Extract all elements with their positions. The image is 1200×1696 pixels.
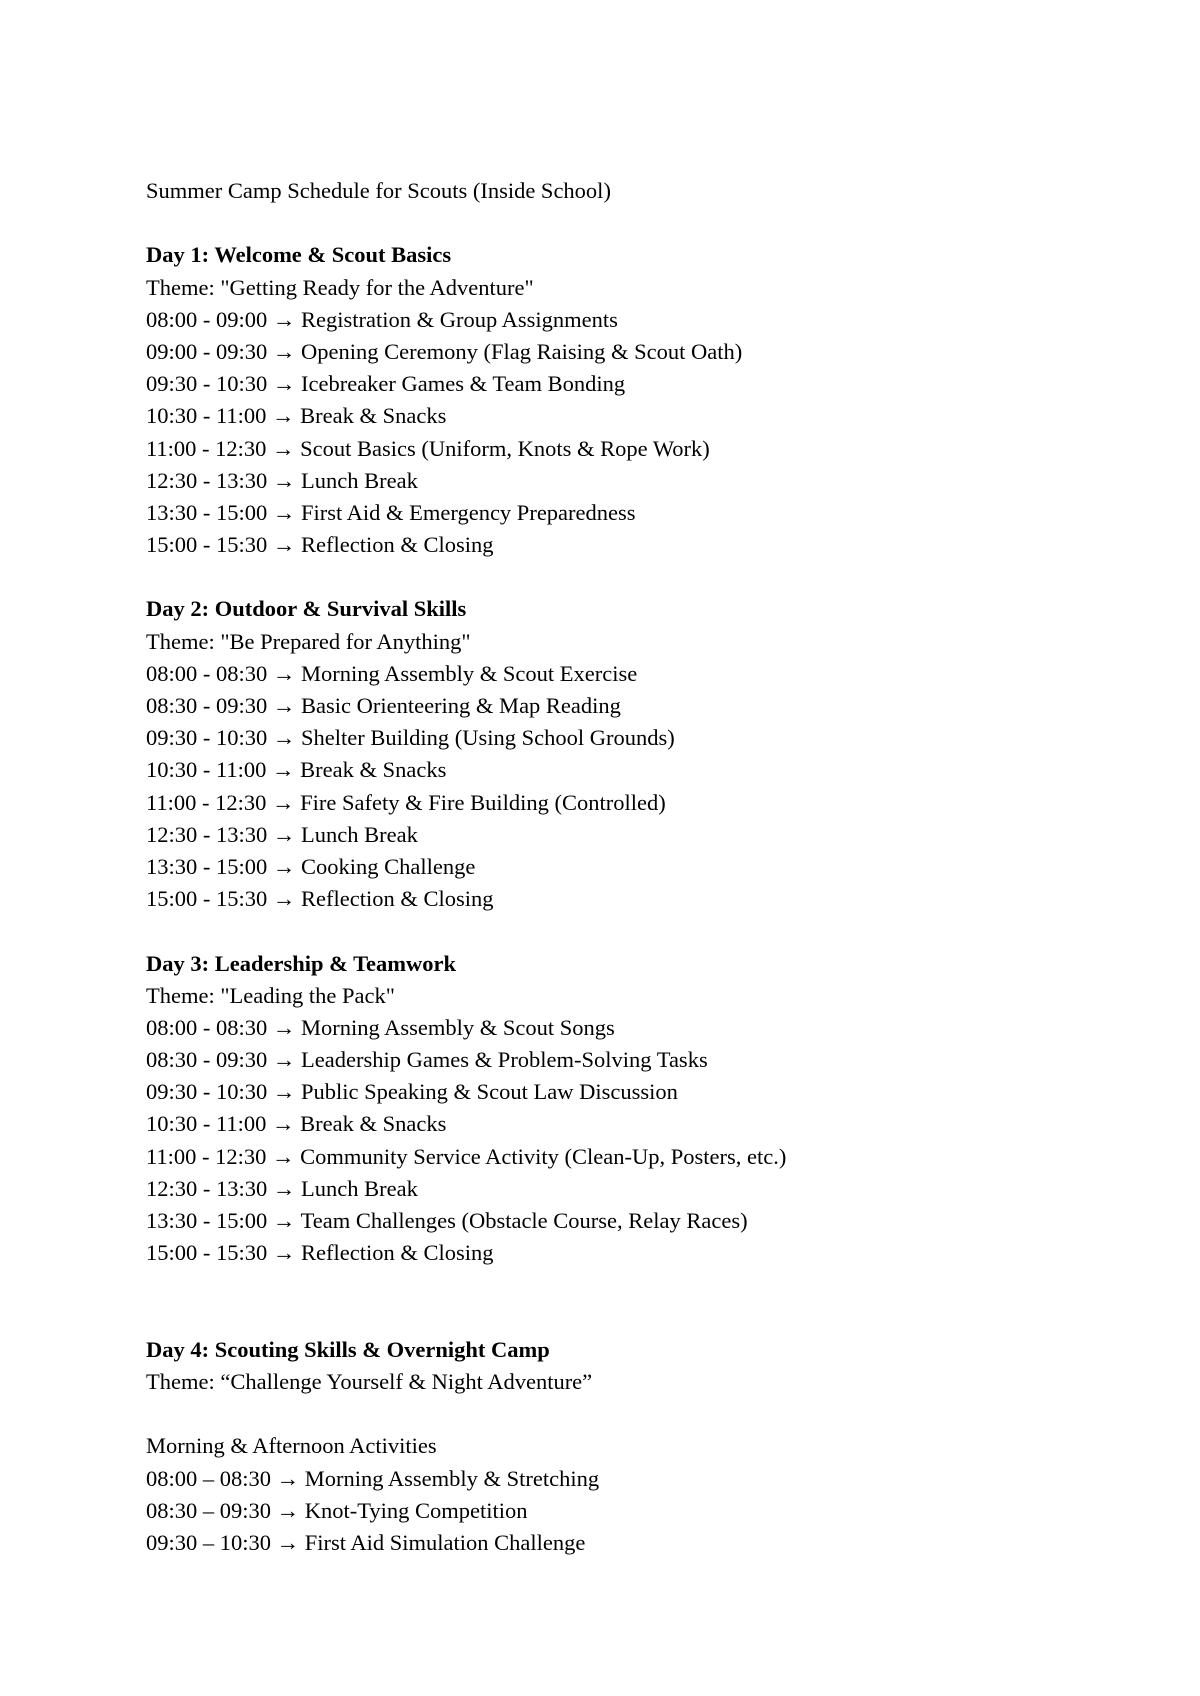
schedule-item: 11:00 - 12:30 → Scout Basics (Uniform, Knots & Rope Work)	[146, 435, 710, 461]
schedule-item: 08:00 – 08:30 → Morning Assembly & Stretching	[146, 1465, 600, 1491]
schedule-item: 12:30 - 13:30 → Lunch Break	[146, 821, 418, 847]
day-theme: Theme: "Leading the Pack"	[146, 982, 395, 1008]
subsection-title: Morning & Afternoon Activities	[146, 1433, 437, 1459]
schedule-item: 11:00 - 12:30 → Community Service Activity (Clean-Up, Posters, etc.)	[146, 1143, 787, 1169]
day-heading: Day 2: Outdoor & Survival Skills	[146, 596, 467, 622]
day-theme: Theme: “Challenge Yourself & Night Adventure”	[146, 1368, 593, 1394]
schedule-item: 10:30 - 11:00 → Break & Snacks	[146, 757, 447, 783]
schedule-item: 12:30 - 13:30 → Lunch Break	[146, 1175, 418, 1201]
schedule-item: 10:30 - 11:00 → Break & Snacks	[146, 403, 447, 429]
schedule-item: 11:00 - 12:30 → Fire Safety & Fire Building (Controlled)	[146, 789, 666, 815]
schedule-item: 08:30 - 09:30 → Leadership Games & Problem-Solving Tasks	[146, 1047, 708, 1073]
schedule-item: 15:00 - 15:30 → Reflection & Closing	[146, 1240, 494, 1266]
day-3-section	[146, 948, 1146, 1270]
schedule-item: 09:30 - 10:30 → Public Speaking & Scout Law Discussion	[146, 1079, 678, 1105]
schedule-item: 08:30 - 09:30 → Basic Orienteering & Map Reading	[146, 693, 621, 718]
document-page	[146, 175, 1146, 1559]
day-theme: Theme: "Be Prepared for Anything"	[146, 628, 471, 654]
schedule-item: 09:30 – 10:30 → First Aid Simulation Challenge	[146, 1529, 586, 1555]
schedule-item: 15:00 - 15:30 → Reflection & Closing	[146, 886, 494, 912]
schedule-item: 08:30 – 09:30 → Knot-Tying Competition	[146, 1497, 528, 1523]
schedule-item: 13:30 - 15:00 → Cooking Challenge	[146, 853, 476, 879]
schedule-item: 09:00 - 09:30 → Opening Ceremony (Flag Raising & Scout Oath)	[146, 338, 743, 364]
day-2-section	[146, 593, 1146, 915]
schedule-item: 08:00 - 09:00 → Registration & Group Assignments	[146, 306, 618, 332]
schedule-item: 09:30 - 10:30 → Shelter Building (Using School Grounds)	[146, 725, 675, 751]
day-1-section	[146, 239, 1146, 561]
schedule-item: 10:30 - 11:00 → Break & Snacks	[146, 1111, 447, 1137]
schedule-item: 13:30 - 15:00 → Team Challenges (Obstacle Course, Relay Races)	[146, 1208, 748, 1233]
document-title: Summer Camp Schedule for Scouts (Inside School)	[146, 178, 611, 203]
schedule-item: 09:30 - 10:30 → Icebreaker Games & Team Bonding	[146, 371, 626, 397]
schedule-item: 08:00 - 08:30 → Morning Assembly & Scout Songs	[146, 1014, 615, 1040]
day-heading: Day 3: Leadership & Teamwork	[146, 950, 457, 976]
schedule-item: 12:30 - 13:30 → Lunch Break	[146, 467, 418, 493]
day-4-section	[146, 1334, 1146, 1559]
activities-subsection	[146, 1430, 1146, 1559]
schedule-item: 13:30 - 15:00 → First Aid & Emergency Preparedness	[146, 499, 636, 525]
day-heading: Day 4: Scouting Skills & Overnight Camp	[146, 1336, 550, 1362]
day-theme: Theme: "Getting Ready for the Adventure"	[146, 274, 534, 300]
schedule-item: 15:00 - 15:30 → Reflection & Closing	[146, 532, 494, 558]
schedule-item: 08:00 - 08:30 → Morning Assembly & Scout Exercise	[146, 660, 638, 686]
day-heading: Day 1: Welcome & Scout Basics	[146, 242, 452, 268]
